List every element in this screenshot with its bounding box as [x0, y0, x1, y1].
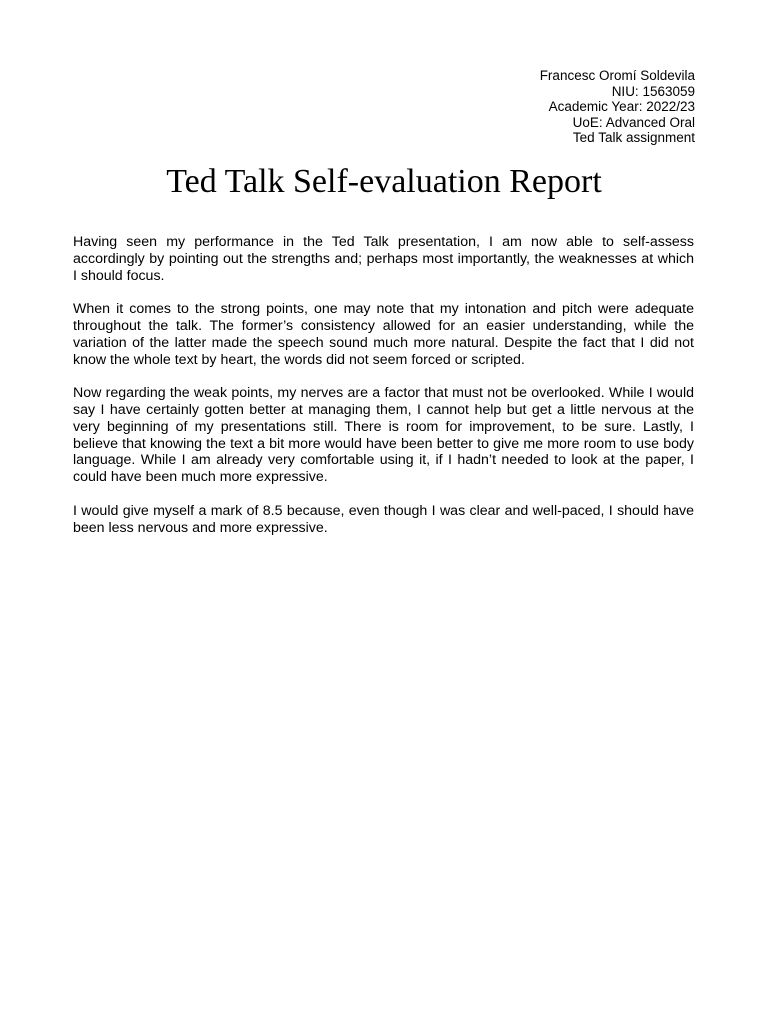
document-body — [73, 234, 694, 553]
document-title: Ted Talk Self-evaluation Report — [166, 163, 602, 200]
author-info-block — [540, 68, 695, 146]
course-unit: UoE: Advanced Oral — [572, 114, 695, 130]
assignment-name: Ted Talk assignment — [572, 130, 695, 145]
paragraph-conclusion: I would give myself a mark of 8.5 because, even though I was clear and well-paced, I should have been less nervous and more expressive. — [73, 502, 694, 536]
academic-year: Academic Year: 2022/23 — [548, 99, 695, 114]
paragraph-strengths: When it comes to the strong points, one may note that my intonation and pitch were adequate throughout the talk. The former’s consistency allowed for an easier understanding, while the variation of the latter made the speech sound much more natural. Despite the fact that I did not know the whole text by heart, the words did not seem forced or scripted. — [73, 301, 694, 368]
paragraph-intro: Having seen my performance in the Ted Talk presentation, I am now able to self-assess accordingly by pointing out the strengths and; perhaps most importantly, the weaknesses at which I should focus. — [73, 234, 694, 284]
student-id: NIU: 1563059 — [611, 83, 695, 99]
paragraph-weaknesses: Now regarding the weak points, my nerves are a factor that must not be overlooked. While I would say I have certainly gotten better at managing them, I cannot help but get a little nervous at the very beginning of my presentations still. There is room for improvement, to be sure. Lastly, I believe that knowing the text a bit more would have been better to give me more room to use body language. While I am already very comfortable using it, if I hadn’t needed to look at the paper, I could have been much more expressive. — [73, 385, 694, 486]
author-name: Francesc Oromí Soldevila — [539, 68, 695, 83]
